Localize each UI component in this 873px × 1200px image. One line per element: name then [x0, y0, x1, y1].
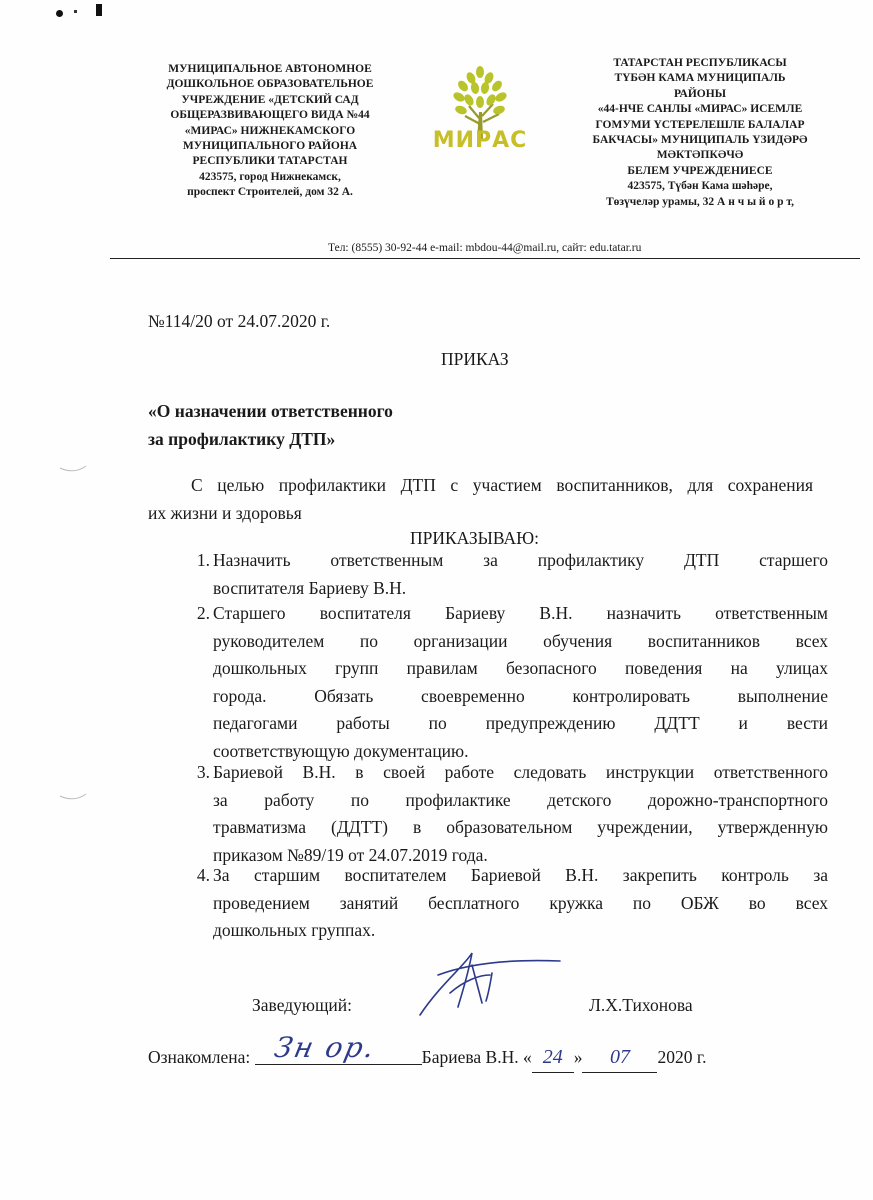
list-item-line: руководителем по организации обучения воспитанников всех	[213, 630, 828, 651]
ack-mid: »	[573, 1047, 583, 1067]
list-item-line: травматизма (ДДТТ) в образовательном учреждении, утвержденную	[213, 817, 828, 838]
header-left-line: ДОШКОЛЬНОЕ ОБРАЗОВАТЕЛЬНОЕ	[166, 78, 374, 91]
list-item-line: педагогами работы по предупреждению ДДТТ и вести	[213, 713, 828, 734]
list-item-line: воспитателя Бариеву В.Н.	[213, 577, 407, 598]
list-item-line: дошкольных группах.	[213, 920, 376, 941]
scan-mark	[56, 10, 63, 17]
order-number-date: №114/20 от 24.07.2020 г.	[148, 311, 331, 331]
list-item-line: За старшим воспитателем Бариевой В.Н. закрепить контроль за	[213, 865, 828, 885]
scan-mark	[96, 4, 102, 16]
header-right-line: МӘКТӘПКӘЧӘ	[656, 149, 744, 162]
contacts-line: Тел: (8555) 30-92-44 e-mail: mbdou-44@mail.ru, сайт: edu.tatar.ru	[328, 242, 642, 254]
header-left-line: проспект Строителей, дом 32 А.	[187, 186, 353, 199]
ack-day-field	[532, 1044, 574, 1073]
logo-text: МИРАС	[432, 128, 528, 153]
decree-label: ПРИКАЗЫВАЮ:	[410, 528, 539, 548]
list-item-line: дошкольных групп правилам безопасного поведения на улицах	[213, 658, 828, 679]
order-subject	[148, 398, 393, 453]
header-left-line: РЕСПУБЛИКИ ТАТАРСТАН	[192, 155, 348, 168]
list-item-line: приказом №89/19 от 24.07.2019 года.	[213, 844, 488, 865]
header-right-line: ТҮБӘН КАМА МУНИЦИПАЛЬ	[614, 72, 786, 85]
header-right-line: «44-НЧЕ САНЛЫ «МИРАС» ИСЕМЛЕ	[597, 103, 803, 116]
header-right-line: Төзүчеләр урамы, 32 А н ч ы й о р т,	[606, 195, 794, 208]
list-item-number: 2.	[196, 603, 210, 623]
intro-line: их жизни и здоровья	[148, 502, 302, 523]
list-item-number: 1.	[196, 550, 210, 570]
ack-label: Ознакомлена:	[148, 1047, 251, 1067]
list-item-line: соответствующую документацию.	[213, 740, 469, 761]
scan-artifact	[58, 790, 88, 800]
header-left-line: «МИРАС» НИЖНЕКАМСКОГО	[184, 124, 356, 137]
order-title: ПРИКАЗ	[441, 349, 509, 369]
scan-mark	[74, 10, 77, 13]
header-left-line: ОБЩЕРАЗВИВАЮЩЕГО ВИДА №44	[170, 109, 370, 122]
scan-artifact	[58, 462, 88, 472]
list-item-number: 4.	[196, 865, 210, 885]
header-right-block	[555, 56, 845, 210]
header-right-line: БАКЧАСЫ» МУНИЦИПАЛЬ ҮЗИДӘРӘ	[592, 134, 808, 147]
header-right-line: ГОМУМИ ҮСТЕРЕЛЕШЛЕ БАЛАЛАР	[595, 118, 805, 131]
list-item-line: Назначить ответственным за профилактику ДТП старшего	[213, 550, 828, 570]
list-item-line: Старшего воспитателя Бариеву В.Н. назначить ответственным	[213, 603, 828, 623]
intro-line: С целью профилактики ДТП с участием воспитанников, для сохранения	[191, 475, 813, 495]
header-left-line: МУНИЦИПАЛЬНОЕ АВТОНОМНОЕ	[168, 63, 372, 75]
list-item-line: за работу по профилактике детского дорожно-транспортного	[213, 789, 828, 810]
list-item-line: Бариевой В.Н. в своей работе следовать инструкции ответственного	[213, 762, 828, 782]
ack-name: Бариева В.Н. «	[421, 1047, 532, 1067]
order-subject-line: «О назначении ответственного	[148, 401, 393, 421]
acknowledgment-row	[148, 1031, 707, 1073]
header-right-line: РАЙОНЫ	[674, 87, 726, 100]
list-item-number: 3.	[196, 762, 210, 782]
header-left-line: 423575, город Нижнекамск,	[199, 170, 341, 183]
header-left-block	[120, 62, 420, 201]
header-divider	[110, 258, 860, 259]
list-item-line: проведением занятий бесплатного кружка по ОБЖ во всех	[213, 892, 828, 913]
head-label: Заведующий:	[252, 995, 353, 1015]
order-subject-line: за профилактику ДТП»	[148, 428, 336, 449]
header-left-line: УЧРЕЖДЕНИЕ «ДЕТСКИЙ САД	[181, 93, 359, 106]
intro-paragraph	[148, 472, 813, 527]
header-right-line: ТАТАРСТАН РЕСПУБЛИКАСЫ	[613, 57, 787, 69]
head-name: Л.Х.Тихонова	[589, 995, 693, 1015]
header-right-line: БЕЛЕМ УЧРЕЖДЕНИЕСЕ	[627, 164, 773, 177]
header-left-line: МУНИЦИПАЛЬНОГО РАЙОНА	[182, 140, 358, 153]
mirac-logo	[425, 62, 535, 162]
list-item-line: города. Обязать своевременно контролировать выполнение	[213, 685, 828, 706]
ack-handwriting: Зн ор.	[271, 1031, 379, 1064]
head-signature-icon	[410, 945, 570, 1020]
ack-month-field	[582, 1044, 657, 1073]
header-right-line: 423575, Түбән Кама шәһәре,	[627, 180, 773, 193]
ack-signature-field	[255, 1031, 422, 1065]
ack-day: 24	[542, 1046, 563, 1068]
ack-month: 07	[609, 1046, 630, 1068]
ack-year: 2020 г.	[657, 1047, 707, 1067]
